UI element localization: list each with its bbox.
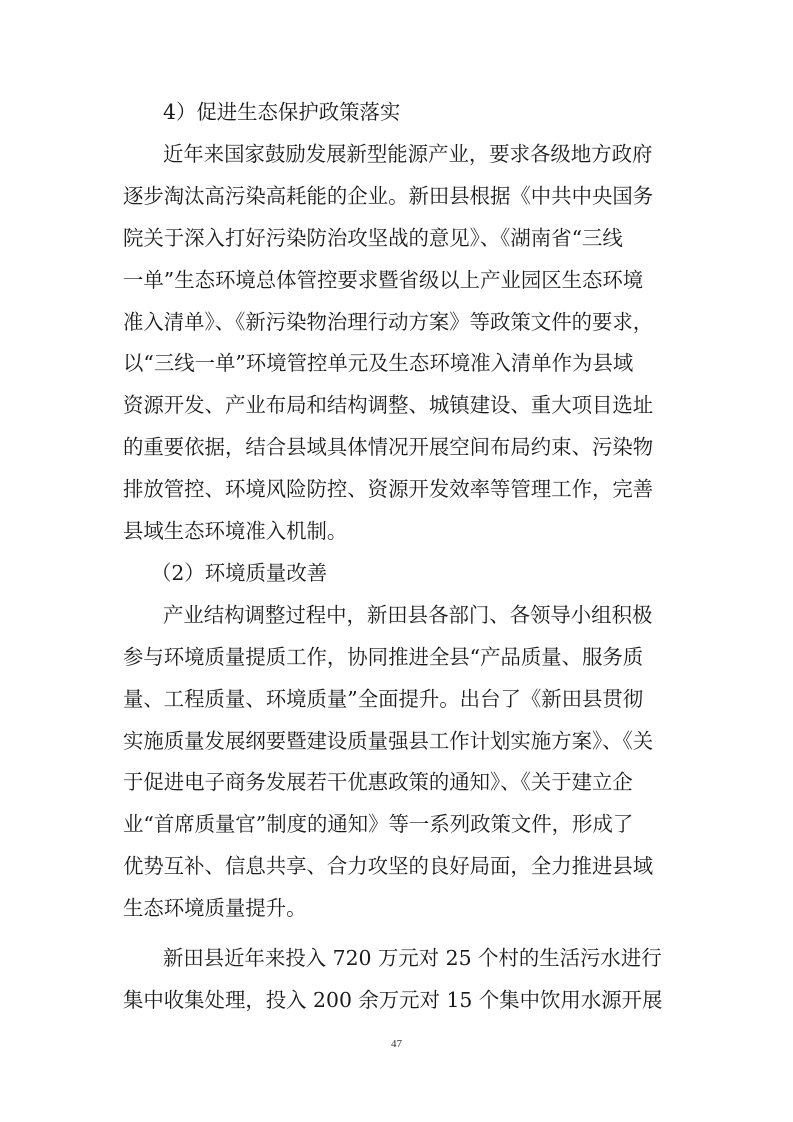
paragraph-line: 于促进电子商务发展若干优惠政策的通知》、《关于建立企	[123, 770, 633, 794]
paragraph-line: 量、工程质量、环境质量”全面提升。出台了《新田县贯彻	[123, 687, 644, 711]
section-heading: （2）环境质量改善	[151, 561, 328, 585]
paragraph-line: 实施质量发展纲要暨建设质量强县工作计划实施方案》、《关	[123, 729, 654, 753]
paragraph-line: 的重要依据，结合县域具体情况开展空间布局约束、污染物	[123, 435, 654, 459]
paragraph-line: 以“三线一单”环境管控单元及生态环境准入清单作为县域	[123, 351, 634, 375]
paragraph-line: 县域生态环境准入机制。	[123, 519, 348, 543]
paragraph-line: 一单”生态环境总体管控要求暨省级以上产业园区生态环境	[123, 268, 644, 292]
paragraph-line: 业“首席质量官”制度的通知》等一系列政策文件，形成了	[123, 812, 634, 836]
paragraph-line: 近年来国家鼓励发展新型能源产业，要求各级地方政府	[163, 142, 653, 166]
paragraph-line: 集中收集处理，投入 200 余万元对 15 个集中饮用水源开展	[123, 988, 663, 1012]
paragraph-line: 排放管控、环境风险防控、资源开发效率等管理工作，完善	[123, 477, 654, 501]
paragraph-line: 生态环境质量提升。	[123, 896, 307, 920]
paragraph-line: 新田县近年来投入 720 万元对 25 个村的生活污水进行	[163, 946, 662, 970]
page-number: 47	[391, 1038, 402, 1050]
paragraph-line: 逐步淘汰高污染高耗能的企业。新田县根据《中共中央国务	[123, 184, 654, 208]
paragraph-line: 产业结构调整过程中，新田县各部门、各领导小组积极	[163, 603, 653, 627]
paragraph-line: 院关于深入打好污染防治攻坚战的意见》、《湖南省“三线	[123, 226, 623, 250]
paragraph-line: 资源开发、产业布局和结构调整、城镇建设、重大项目选址	[123, 393, 654, 417]
paragraph-line: 准入清单》、《新污染物治理行动方案》等政策文件的要求，	[123, 310, 654, 334]
heading-4: 4）促进生态保护政策落实	[163, 100, 401, 124]
paragraph-line: 优势互补、信息共享、合力攻坚的良好局面，全力推进县域	[123, 854, 654, 878]
paragraph-line: 参与环境质量提质工作，协同推进全县“产品质量、服务质	[123, 645, 644, 669]
